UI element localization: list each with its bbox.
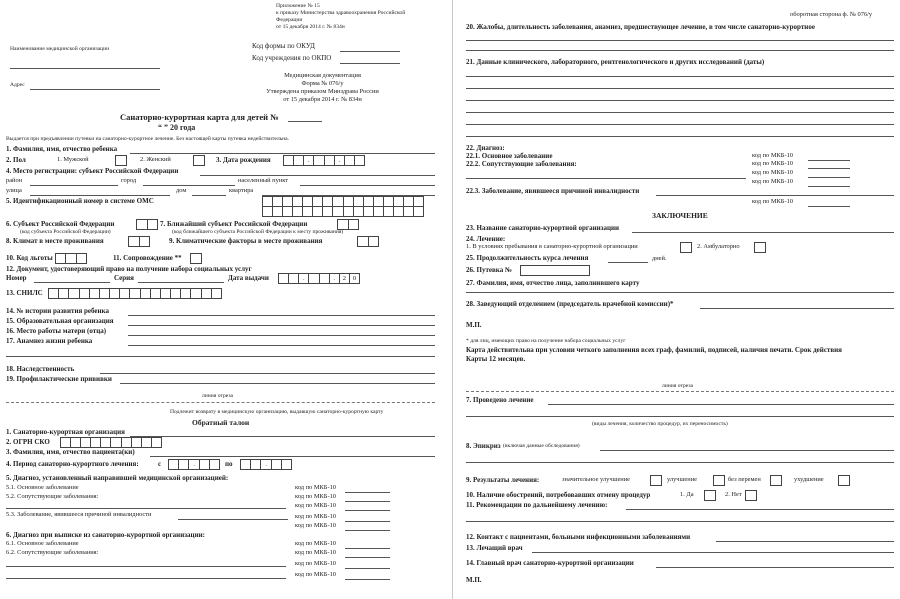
okud-label: Код формы по ОКУД	[252, 42, 315, 50]
tear-line-label: линия отреза	[662, 383, 694, 389]
sex-male-checkbox[interactable]	[115, 155, 127, 166]
doc-label: Утверждена приказом Минздрава России	[266, 88, 379, 95]
stamp-label: М.П.	[466, 576, 482, 584]
field-25-label: 25. Продолжительность курса лечения	[466, 254, 589, 262]
field-22-3-label: 22.3. Заболевание, явившееся причиной инвалидности	[466, 187, 640, 195]
stub-9-label: 9. Результаты лечения:	[466, 476, 540, 484]
annex-line: от 15 декабря 2014 г. № 834н	[276, 24, 345, 30]
treatment-option-1: 1. В условиях пребывания в санаторно-курортной организации	[466, 243, 638, 250]
footnote: * для лиц, имеющих право на получение набора социальных услуг	[466, 338, 626, 344]
stub-5-label: 5. Диагноз, установленный направившей медицинской организацией:	[6, 474, 229, 482]
mkb-input[interactable]	[345, 521, 390, 522]
field-20-line[interactable]	[466, 40, 894, 41]
birth-date-cells[interactable]: . .	[283, 155, 365, 166]
period-from-cells[interactable]: .	[168, 459, 220, 470]
page-divider	[452, 0, 453, 599]
stub-13-label: 13. Лечащий врач	[466, 544, 523, 552]
mkb-input[interactable]	[345, 530, 390, 531]
field-15-input[interactable]	[128, 325, 435, 326]
annex-line: Федерации	[276, 17, 303, 23]
stub-4-label: 4. Период санаторно-курортного лечения:	[6, 460, 139, 468]
annex-line: к приказу Министерства здравоохранения Российской	[276, 10, 406, 16]
stub-1-label: 1. Санаторно-курортная организация	[6, 428, 125, 436]
kvartira-label: квартира	[229, 187, 254, 194]
tear-line	[6, 402, 435, 403]
mkb-input[interactable]	[345, 548, 390, 549]
mkb-input[interactable]	[808, 186, 850, 187]
field-23-label: 23. Название санаторно-курортной организации	[466, 224, 620, 232]
mkb-label: код по МКБ-10	[295, 513, 336, 520]
field-13-label: 13. СНИЛС	[6, 289, 43, 297]
field-28-label: 28. Заведующий отделением (председатель врачебной комиссии)*	[466, 300, 674, 308]
stub-12-label: 12. Контакт с пациентами, больными инфекционными заболеваниями	[466, 533, 691, 541]
tear-line	[466, 391, 894, 392]
field-21-line[interactable]	[466, 112, 894, 113]
dom-label: дом	[176, 187, 187, 194]
field-17-input[interactable]	[128, 345, 435, 346]
stub-title: Обратный талон	[192, 418, 250, 427]
mkb-label: код по МКБ-10	[752, 169, 793, 176]
field-27-line[interactable]	[466, 292, 894, 293]
mkb-input[interactable]	[808, 168, 850, 169]
mkb-label: код по МКБ-10	[752, 152, 793, 159]
field-9-cells[interactable]	[357, 236, 379, 247]
stub-6-2-line[interactable]	[6, 566, 286, 567]
mkb-input[interactable]	[808, 177, 850, 178]
back-side-label: оборотная сторона ф. № 076/у	[790, 11, 873, 18]
field-21-line[interactable]	[466, 124, 894, 125]
field-3-label: 3. Дата рождения	[216, 156, 271, 164]
mkb-label: код по МКБ-10	[295, 571, 336, 578]
field-28-input[interactable]	[700, 308, 894, 309]
seriya-input[interactable]	[138, 282, 224, 283]
seriya-label: Серия	[114, 274, 134, 282]
field-21-label: 21. Данные клинического, лабораторного, рентгенологического и других исследований (даты)	[466, 58, 765, 66]
stub-8-input[interactable]	[600, 450, 894, 451]
doc-label: Форма № 076/у	[301, 80, 344, 87]
result-option-2: улучшение	[667, 476, 697, 483]
days-label: дней.	[652, 255, 667, 262]
stub-5-1-label: 5.1. Основное заболевание	[6, 484, 79, 491]
treatment-option-2-checkbox[interactable]	[754, 242, 766, 253]
okud-field[interactable]	[340, 51, 400, 52]
mkb-label: код по МКБ-10	[295, 560, 336, 567]
stub-return-note: Подлежит возврату в медицинскую организацию, выдавшую санаторно-курортную карту	[170, 409, 384, 415]
field-15-label: 15. Образовательная организация	[6, 317, 114, 325]
field-19-label: 19. Профилактические прививки	[6, 375, 112, 383]
validity-note: Карта действительна при условии четкого заполнения всех граф, фамилий, подписей, наличия печати. Срок действия	[466, 346, 842, 354]
nomer-input[interactable]	[34, 282, 110, 283]
card-title: Санаторно-курортная карта для детей №	[120, 112, 279, 122]
period-to-cells[interactable]: .	[240, 459, 292, 470]
exacerbation-yes: 1. Да	[680, 491, 694, 498]
mkb-input[interactable]	[345, 579, 390, 580]
stub-8-note: (включая данные обследования)	[503, 443, 580, 449]
mkb-input[interactable]	[808, 160, 850, 161]
exacerbation-yes-checkbox[interactable]	[704, 490, 716, 501]
stub-14-input[interactable]	[656, 567, 894, 568]
mkb-input[interactable]	[345, 568, 390, 569]
field-22-2-label: 22.2. Сопутствующие заболевания:	[466, 160, 577, 168]
voucher-number-field[interactable]	[520, 265, 590, 276]
stub-6-2-line[interactable]	[6, 578, 286, 579]
field-22-label: 22. Диагноз:	[466, 144, 505, 152]
mkb-input[interactable]	[345, 510, 390, 511]
stub-5-3-input[interactable]	[178, 519, 288, 520]
field-10-cells[interactable]	[55, 253, 87, 264]
field-14-input[interactable]	[128, 315, 435, 316]
data-vydachi-label: Дата выдачи	[228, 274, 269, 282]
year-digit: 0	[349, 274, 359, 283]
stub-7-note: (виды лечения, количество процедур, их переносимость)	[592, 421, 728, 427]
stub-7-input[interactable]	[548, 404, 894, 405]
period-to-label: по	[225, 460, 233, 468]
field-2-label: 2. Пол	[6, 156, 26, 164]
mkb-label: код по МКБ-10	[295, 540, 336, 547]
result-option-2-checkbox[interactable]	[713, 475, 725, 486]
field-19-input[interactable]	[120, 383, 435, 384]
result-option-3-checkbox[interactable]	[770, 475, 782, 486]
doc-label: Медицинская документация	[284, 72, 361, 79]
stub-8-line[interactable]	[466, 462, 894, 463]
field-20-label: 20. Жалобы, длительность заболевания, анамнез, предшествующее лечение, в том числе санаторно-курортное	[466, 23, 815, 31]
field-1-input[interactable]	[130, 153, 435, 154]
card-date: “ ” 20 года	[158, 123, 196, 132]
stub-6-1-label: 6.1. Основное заболевание	[6, 540, 79, 547]
period-from-label: с	[158, 460, 162, 468]
field-17-line[interactable]	[6, 356, 435, 357]
stub-1-input[interactable]	[130, 436, 435, 437]
year-digit: 2	[339, 274, 349, 283]
field-11-label: 11. Сопровождение **	[113, 254, 182, 262]
annex-line: Приложение № 15	[276, 3, 320, 9]
field-21-line[interactable]	[466, 76, 894, 77]
nomer-label: Номер	[6, 274, 27, 282]
field-22-1-label: 22.1. Основное заболевание	[466, 152, 553, 160]
stub-13-input[interactable]	[532, 552, 894, 553]
okpo-label: Код учреждения по ОКПО	[252, 54, 332, 62]
rayon-input[interactable]	[30, 185, 118, 186]
field-16-label: 16. Место работы матери (отца)	[6, 327, 107, 335]
field-10-label: 10. Код льготы	[6, 254, 53, 262]
sex-female-label: 2. Женский	[140, 156, 171, 163]
field-25-input[interactable]	[608, 262, 648, 263]
stub-3-input[interactable]	[150, 456, 435, 457]
doc-label: от 15 декабря 2014 г. № 834н	[283, 96, 362, 103]
field-18-label: 18. Наследственность	[6, 365, 75, 373]
gorod-input[interactable]	[143, 185, 235, 186]
mkb-label: код по МКБ-10	[295, 493, 336, 500]
stub-10-label: 10. Наличие обострений, потребовавших отмену процедур	[466, 491, 651, 499]
stub-6-label: 6. Диагноз при выписке из санаторно-курортной организации:	[6, 531, 205, 539]
mkb-label: код по МКБ-10	[295, 549, 336, 556]
mkb-input[interactable]	[345, 557, 390, 558]
sex-male-label: 1. Мужской	[57, 156, 89, 163]
snils-cells[interactable]	[48, 288, 222, 299]
stub-2-label: 2. ОГРН СКО	[6, 438, 50, 446]
treatment-option-1-checkbox[interactable]	[680, 242, 692, 253]
field-22-3-input[interactable]	[656, 195, 894, 196]
stub-5-2-label: 5.2. Сопутствующие заболевания:	[6, 493, 99, 500]
ulitsa-label: улица	[6, 187, 22, 194]
field-6-note: (код субъекта Российской Федерации)	[20, 229, 111, 235]
mkb-label: код по МКБ-10	[295, 484, 336, 491]
exacerbation-no: 2. Нет	[725, 491, 742, 498]
field-9-label: 9. Климатические факторы в месте проживания	[169, 237, 323, 245]
result-option-4: ухудшение	[794, 476, 824, 483]
org-name-field[interactable]	[10, 68, 160, 69]
sex-female-checkbox[interactable]	[193, 155, 205, 166]
mkb-label: код по МКБ-10	[295, 522, 336, 529]
field-5-label: 5. Идентификационный номер в системе ОМС	[6, 197, 154, 205]
mkb-label: код по МКБ-10	[295, 502, 336, 509]
field-4-label: 4. Место регистрации: субъект Российской Федерации	[6, 167, 179, 175]
stub-14-label: 14. Главный врач санаторно-курортной организации	[466, 559, 634, 567]
mkb-label: код по МКБ-10	[752, 198, 793, 205]
oms-number-cells-2[interactable]	[262, 206, 424, 217]
dom-input[interactable]	[192, 195, 226, 196]
mkb-input[interactable]	[808, 206, 850, 207]
mkb-label: код по МКБ-10	[752, 178, 793, 185]
gorod-label: город	[121, 177, 137, 184]
field-12-label: 12. Документ, удостоверяющий право на получение набора социальных услуг	[6, 265, 252, 273]
ogrn-cells[interactable]	[60, 437, 162, 448]
field-21-line[interactable]	[466, 136, 894, 137]
stub-6-2-label: 6.2. Сопутствующие заболевания:	[6, 549, 99, 556]
address-label: Адрес	[10, 82, 25, 88]
stub-8-label: 8. Эпикриз	[466, 442, 501, 450]
field-27-label: 27. Фамилия, имя, отчество лица, заполнившего карту	[466, 279, 640, 287]
tear-line-label: линия отреза	[202, 393, 234, 399]
stub-5-3-label: 5.3. Заболевание, явившееся причиной инвалидности	[6, 511, 152, 518]
mkb-input[interactable]	[345, 492, 390, 493]
exacerbation-no-checkbox[interactable]	[745, 490, 757, 501]
field-8-cells[interactable]	[128, 236, 150, 247]
stamp-label: М.П.	[466, 321, 482, 329]
conclusion-heading: ЗАКЛЮЧЕНИЕ	[652, 211, 708, 220]
card-note: Выдается при предъявлении путевки на санаторно-курортное лечение. Без настоящей карты путевка недействительна.	[6, 136, 290, 142]
mkb-label: код по МКБ-10	[752, 160, 793, 167]
stub-3-label: 3. Фамилия, имя, отчество пациента(ки)	[6, 448, 135, 456]
ulitsa-input[interactable]	[30, 195, 170, 196]
field-21-line[interactable]	[466, 88, 894, 89]
stub-12-input[interactable]	[716, 541, 894, 542]
result-option-3: без перемен	[728, 476, 761, 483]
field-7-label: 7. Ближайший субъект Российской Федерации	[160, 220, 308, 228]
field-6-label: 6. Субъект Российской Федерации	[6, 220, 115, 228]
field-11-checkbox[interactable]	[190, 253, 202, 264]
field-4-input[interactable]	[200, 175, 435, 176]
stub-5-2-line[interactable]	[6, 508, 286, 509]
stub-7-line[interactable]	[466, 416, 894, 417]
stub-11-label: 11. Рекомендации по дальнейшему лечению:	[466, 501, 608, 509]
field-22-2-line[interactable]	[466, 178, 746, 179]
rayon-label: район	[6, 177, 23, 184]
stub-11-input[interactable]	[626, 509, 894, 510]
field-24-label: 24. Лечение:	[466, 235, 506, 243]
okpo-field[interactable]	[340, 63, 400, 64]
field-20-line[interactable]	[466, 50, 894, 51]
stub-7-label: 7. Проведено лечение	[466, 396, 534, 404]
issue-date-cells[interactable]: . . 2 0	[278, 273, 360, 284]
field-7-note: (код ближайшего субъекта Российской Федерации к месту проживания)	[172, 229, 344, 235]
punkt-input[interactable]	[300, 185, 435, 186]
validity-note-2: Карты 12 месяцев.	[466, 355, 526, 363]
treatment-option-2: 2. Амбулаторно	[697, 243, 740, 250]
field-26-label: 26. Путевка №	[466, 266, 512, 274]
field-21-line[interactable]	[466, 100, 894, 101]
punkt-label: населенный пункт	[238, 177, 289, 184]
field-14-label: 14. № истории развития ребенка	[6, 307, 109, 315]
card-number-field[interactable]	[288, 121, 322, 122]
field-18-input[interactable]	[100, 373, 435, 374]
result-option-1: значительное улучшение	[562, 476, 630, 483]
mkb-input[interactable]	[345, 501, 390, 502]
field-17-label: 17. Анамнез жизни ребенка	[6, 337, 93, 345]
org-name-label: Наименование медицинской организации	[10, 46, 110, 52]
field-16-input[interactable]	[128, 335, 435, 336]
field-23-input[interactable]	[632, 232, 894, 233]
result-option-4-checkbox[interactable]	[838, 475, 850, 486]
field-6-cells[interactable]	[136, 219, 158, 230]
field-8-label: 8. Климат в месте проживания	[6, 237, 104, 245]
result-option-1-checkbox[interactable]	[650, 475, 662, 486]
address-field[interactable]	[30, 89, 160, 90]
stub-11-line[interactable]	[466, 521, 894, 522]
field-1-label: 1. Фамилия, имя, отчество ребенка	[6, 145, 118, 153]
